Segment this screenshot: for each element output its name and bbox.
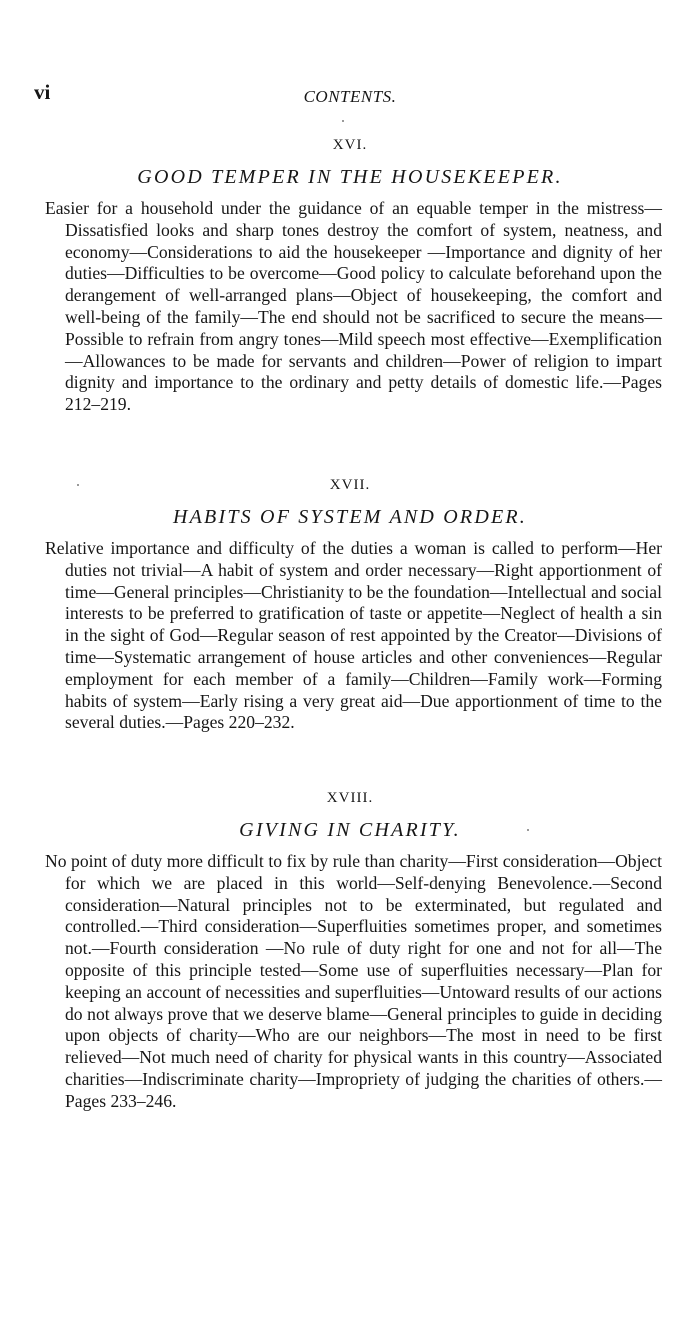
chapter-title: GOOD TEMPER IN THE HOUSEKEEPER. [137, 166, 563, 188]
chapter-numeral: XVIII. [326, 790, 374, 806]
running-head: CONTENTS. [303, 87, 397, 106]
page-number: vi [34, 80, 51, 104]
contents-section-xviii [0, 787, 700, 1113]
chapter-summary: Easier for a household under the guidance of an equable temper in the mistress—Dissatisfied looks and sharp tones destroy the comfort of system, neatness, and economy—Considerations to aid the housekeeper —Importance and dignity of her duties—Difficulties to be overcome—Good policy to calculate beforehand upon the derangement of well-arranged plans—Object of housekeeping, the comfort and well-being of the family—The end should not be sacrificed to secure the means—Possible to refrain from angry tones—Mild speech most effective—Exemplification—Allowances to be made for servants and children—Power of religion to impart dignity and importance to the ordinary and petty details of domestic life.—Pages 212–219. [45, 198, 662, 415]
chapter-title: HABITS OF SYSTEM AND ORDER. [172, 506, 528, 528]
contents-section-xvii [0, 474, 700, 734]
print-speck [342, 120, 344, 122]
print-speck [527, 829, 529, 831]
chapter-title: GIVING IN CHARITY. [239, 819, 461, 841]
contents-section-xvi [0, 134, 700, 416]
chapter-summary: No point of duty more difficult to fix by rule than charity—First consideration—Object for which we are placed in this world—Self-denying Benevolence.—Second consideration—Natural principles not to be exterminated, but regulated and controlled.—Third consideration—Superfluities sometimes proper, and sometimes not.—Fourth consideration —No rule of duty right for one and not for all—The opposite of this principle tested—Some use of superfluities necessary—Plan for keeping an account of necessities and superfluities—Untoward results of our actions do not always prove that we deserve blame—General principles to guide in deciding upon objects of charity—Who are our neighbors—The most in need to be first relieved—Not much need of charity for physical wants in this country—Associated charities—Indiscriminate charity—Impropriety of judging the charities of others.—Pages 233–246. [45, 851, 662, 1111]
chapter-numeral: XVI. [332, 137, 368, 153]
chapter-summary: Relative importance and difficulty of the duties a woman is called to perform—Her duties not trivial—A habit of system and order necessary—Right apportionment of time—General principles—Christianity to be the foundation—Intellectual and social interests to be preferred to gratification of taste or appetite—Neglect of health a sin in the sight of God—Regular season of rest appointed by the Creator—Divisions of time—Systematic arrangement of house articles and other conveniences—Regular employment for each member of a family—Children—Family work—Forming habits of system—Early rising a very great aid—Due apportionment of time to the several duties.—Pages 220–232. [45, 538, 662, 733]
chapter-numeral: XVII. [329, 477, 371, 493]
